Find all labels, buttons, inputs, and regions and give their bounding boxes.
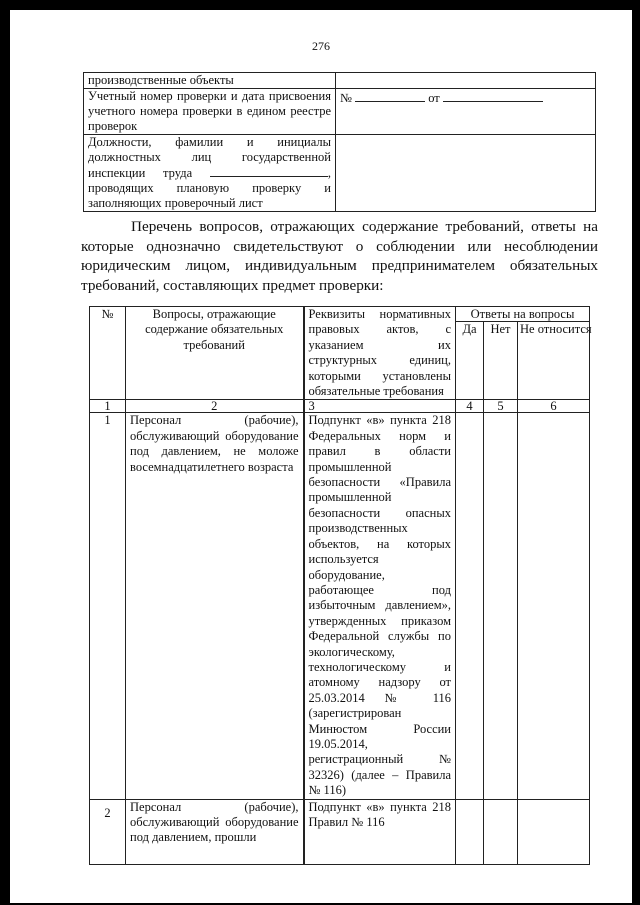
info-objects-label: производственные объекты (84, 73, 336, 89)
header-no: Нет (484, 322, 518, 400)
info-objects-value (336, 73, 596, 89)
col-index: 5 (484, 400, 518, 413)
answer-no-cell[interactable] (484, 799, 518, 864)
page-number: 276 (312, 39, 330, 53)
info-row-objects (84, 73, 596, 89)
info-registry-label: Учетный номер проверки и дата присвоения учетного номера проверки в едином реестре проверок (84, 89, 336, 135)
col-index: 4 (456, 400, 484, 413)
col-index: 3 (304, 400, 456, 413)
header-answers: Ответы на вопросы (456, 307, 590, 322)
inspectors-blank (210, 165, 328, 177)
answer-yes-cell[interactable] (456, 799, 484, 864)
info-registry-value (336, 89, 596, 135)
answer-no-cell[interactable] (484, 413, 518, 799)
info-inspectors-label: Должности, фамилии и инициалы должностных лиц государственной инспекции труда , проводящих плановую проверку и заполняющих проверочный лист (84, 135, 336, 212)
row-requisites: Подпункт «в» пункта 218 Правил № 116 (304, 799, 456, 864)
col-index: 1 (90, 400, 126, 413)
number-sign: № (340, 91, 352, 105)
checklist-header-row (90, 307, 590, 322)
inspectors-label-part1: Должности, фамилии и инициалы должностных лиц государственной инспекции труда (88, 135, 331, 180)
row-number: 1 (90, 413, 126, 799)
date-from-label: от (428, 91, 440, 105)
checklist-intro: Перечень вопросов, отражающих содержание требований, ответы на которые однозначно свидетельствуют о соблюдении или несоблюдении юридическим лицом, индивидуальным предпринимателем обязательных требований, составляющих предмет проверки: (81, 218, 598, 294)
row-question: Персонал (рабочие), обслуживающий оборудование под давлением, прошли (126, 799, 304, 864)
header-yes: Да (456, 322, 484, 400)
header-not-applicable: Не относится (518, 322, 590, 400)
header-requisites: Реквизиты нормативных правовых актов, с указанием их структурных единиц, которыми установлены обязательные требования (304, 307, 456, 400)
checklist-table (89, 306, 590, 865)
header-question: Вопросы, отражающие содержание обязательных требований (126, 307, 304, 400)
inspectors-label-part2: проводящих плановую проверку и заполняющих проверочный лист (88, 181, 331, 210)
col-index: 6 (518, 400, 590, 413)
answer-na-cell[interactable] (518, 799, 590, 864)
table-row (90, 413, 590, 799)
row-number: 2 (90, 799, 126, 864)
inspection-info-table (83, 72, 596, 212)
info-row-inspectors (84, 135, 596, 212)
document-page (10, 10, 632, 903)
info-inspectors-value (336, 135, 596, 212)
row-requisites: Подпункт «в» пункта 218 Федеральных норм и правил в области промышленной безопасности «Правила промышленной безопасности опасных производственных объектов, на которых используется оборудование, работающее под избыточным давлением», утвержденных приказом Федеральной службы по экологическому, технологическому и атомному надзору от 25.03.2014 № 116 (зарегистрирован Минюстом России 19.05.2014, регистрационный № 32326) (далее – Правила № 116) (304, 413, 456, 799)
header-num: № (90, 307, 126, 400)
column-index-row (90, 400, 590, 413)
answer-na-cell[interactable] (518, 413, 590, 799)
registry-number-blank (355, 90, 425, 102)
row-question: Персонал (рабочие), обслуживающий оборудование под давлением, не моложе восемнадцатилетнего возраста (126, 413, 304, 799)
info-row-registry (84, 89, 596, 135)
answer-yes-cell[interactable] (456, 413, 484, 799)
table-row (90, 799, 590, 864)
col-index: 2 (126, 400, 304, 413)
registry-date-blank (443, 90, 543, 102)
